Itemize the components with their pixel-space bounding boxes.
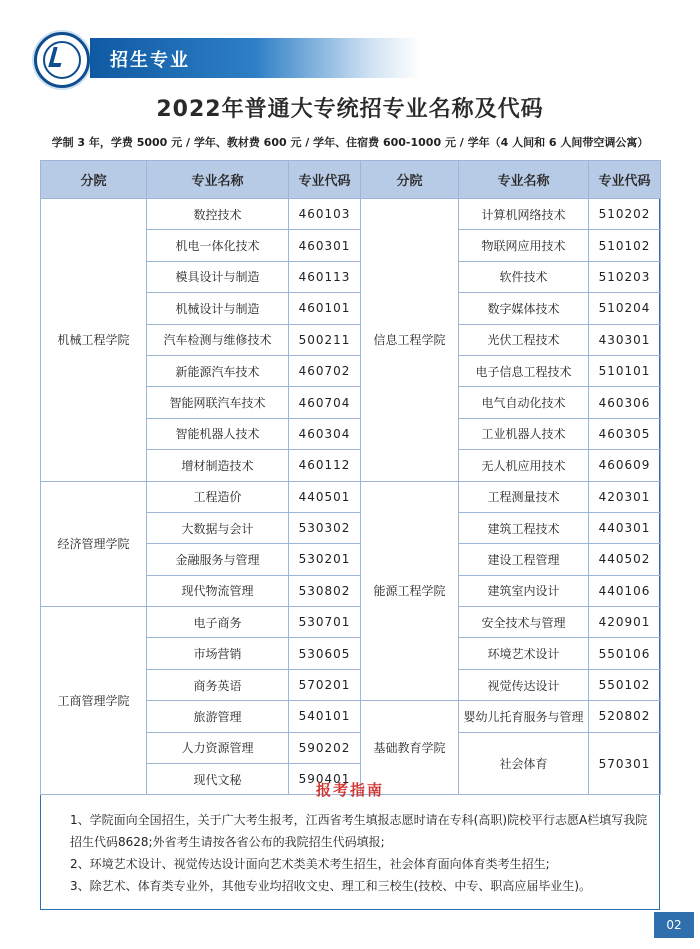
guide-title: 报考指南: [315, 781, 384, 799]
major-name-cell: 现代物流管理: [147, 575, 289, 606]
major-code-cell: 460305: [589, 418, 661, 449]
major-code-cell: 460704: [289, 387, 361, 418]
major-name-cell: 现代文秘: [147, 764, 289, 795]
college-cell-right: 信息工程学院: [361, 199, 459, 482]
major-code-cell: 460609: [589, 450, 661, 481]
major-code-cell: 460101: [289, 293, 361, 324]
page-number: 02: [654, 912, 694, 938]
major-code-cell: 460301: [289, 230, 361, 261]
major-code-cell: 520802: [589, 701, 661, 732]
major-name-cell: 安全技术与管理: [459, 607, 589, 638]
major-code-cell: 510204: [589, 293, 661, 324]
major-name-cell: 人力资源管理: [147, 732, 289, 763]
major-code-cell: 570201: [289, 669, 361, 700]
major-name-cell: 数字媒体技术: [459, 293, 589, 324]
major-code-cell: 550102: [589, 669, 661, 700]
major-code-cell: 430301: [589, 324, 661, 355]
page-title: 2022年普通大专统招专业名称及代码: [156, 97, 544, 122]
majors-table-body: [41, 199, 661, 795]
major-code-cell: 440301: [589, 512, 661, 543]
header-college-left: 分院: [41, 161, 147, 199]
major-code-cell: 460113: [289, 261, 361, 292]
major-name-cell: 增材制造技术: [147, 450, 289, 481]
college-cell-left: 机械工程学院: [41, 199, 147, 482]
major-code-cell: 440501: [289, 481, 361, 512]
major-name-cell: 机械设计与制造: [147, 293, 289, 324]
major-code-cell: 500211: [289, 324, 361, 355]
school-logo-icon: [34, 32, 90, 88]
major-name-cell: 旅游管理: [147, 701, 289, 732]
guide-item-1: 1、学院面向全国招生，关于广大考生报考，江西省考生填报志愿时请在专科(高职)院校平行志愿A栏填写我院招生代码8628;外省考生请按各省公布的我院招生代码填报;: [70, 813, 648, 849]
major-name-cell: 汽车检测与维修技术: [147, 324, 289, 355]
major-name-cell: 物联网应用技术: [459, 230, 589, 261]
major-name-cell: 电气自动化技术: [459, 387, 589, 418]
major-name-cell: 计算机网络技术: [459, 199, 589, 230]
tuition-subtitle: 学制 3 年，学费 5000 元 / 学年、教材费 600 元 / 学年、住宿费 600-1000 元 / 学年（4 人间和 6 人间带空调公寓）: [51, 136, 649, 149]
major-code-cell: 530701: [289, 607, 361, 638]
major-code-cell: 530302: [289, 512, 361, 543]
table-row: [41, 607, 661, 638]
major-code-cell: 440106: [589, 575, 661, 606]
major-code-cell: 590401: [289, 764, 361, 795]
major-code-cell: 510203: [589, 261, 661, 292]
major-code-cell: 570301: [589, 732, 661, 795]
major-code-cell: 460112: [289, 450, 361, 481]
college-cell-right: 基础教育学院: [361, 701, 459, 795]
guide-item-3: 3、除艺术、体育类专业外，其他专业均招收文史、理工和三校生(技校、中专、职高应届毕业生)。: [70, 879, 592, 893]
major-code-cell: 420901: [589, 607, 661, 638]
table-row: [41, 481, 661, 512]
major-code-cell: 530201: [289, 544, 361, 575]
major-code-cell: 510202: [589, 199, 661, 230]
major-name-cell: 建筑工程技术: [459, 512, 589, 543]
major-name-cell: 智能网联汽车技术: [147, 387, 289, 418]
major-name-cell: 新能源汽车技术: [147, 355, 289, 386]
major-name-cell: 电子信息工程技术: [459, 355, 589, 386]
major-name-cell: 工程造价: [147, 481, 289, 512]
major-name-cell: 社会体育: [459, 732, 589, 795]
major-name-cell: 大数据与会计: [147, 512, 289, 543]
major-name-cell: 工业机器人技术: [459, 418, 589, 449]
major-name-cell: 数控技术: [147, 199, 289, 230]
major-code-cell: 510101: [589, 355, 661, 386]
table-header-row: [41, 161, 661, 199]
section-banner: [90, 38, 420, 78]
major-code-cell: 540101: [289, 701, 361, 732]
header-code-right: 专业代码: [589, 161, 661, 199]
header-college-right: 分院: [361, 161, 459, 199]
college-cell-right: 能源工程学院: [361, 481, 459, 701]
major-name-cell: 婴幼儿托育服务与管理: [459, 701, 589, 732]
page-header: [0, 0, 700, 100]
header-code-left: 专业代码: [289, 161, 361, 199]
major-name-cell: 模具设计与制造: [147, 261, 289, 292]
major-name-cell: 光伏工程技术: [459, 324, 589, 355]
major-code-cell: 420301: [589, 481, 661, 512]
major-name-cell: 市场营销: [147, 638, 289, 669]
college-cell-left: 工商管理学院: [41, 607, 147, 795]
major-name-cell: 无人机应用技术: [459, 450, 589, 481]
major-name-cell: 建筑室内设计: [459, 575, 589, 606]
major-name-cell: 环境艺术设计: [459, 638, 589, 669]
major-code-cell: 590202: [289, 732, 361, 763]
majors-table: [40, 160, 661, 795]
major-name-cell: 软件技术: [459, 261, 589, 292]
major-code-cell: 510102: [589, 230, 661, 261]
major-code-cell: 460304: [289, 418, 361, 449]
major-code-cell: 550106: [589, 638, 661, 669]
major-name-cell: 机电一体化技术: [147, 230, 289, 261]
major-name-cell: 电子商务: [147, 607, 289, 638]
major-code-cell: 460702: [289, 355, 361, 386]
header-major-left: 专业名称: [147, 161, 289, 199]
college-cell-left: 经济管理学院: [41, 481, 147, 607]
major-name-cell: 工程测量技术: [459, 481, 589, 512]
major-name-cell: 金融服务与管理: [147, 544, 289, 575]
major-code-cell: 440502: [589, 544, 661, 575]
major-code-cell: 460306: [589, 387, 661, 418]
section-banner-label: 招生专业: [110, 50, 190, 71]
major-name-cell: 商务英语: [147, 669, 289, 700]
major-name-cell: 智能机器人技术: [147, 418, 289, 449]
major-name-cell: 视觉传达设计: [459, 669, 589, 700]
application-guide: [40, 765, 660, 910]
table-row: [41, 199, 661, 230]
guide-item-2: 2、环境艺术设计、视觉传达设计面向艺术类美术考生招生，社会体育面向体育类考生招生;: [70, 857, 550, 871]
major-code-cell: 530802: [289, 575, 361, 606]
header-major-right: 专业名称: [459, 161, 589, 199]
major-code-cell: 460103: [289, 199, 361, 230]
major-name-cell: 建设工程管理: [459, 544, 589, 575]
major-code-cell: 530605: [289, 638, 361, 669]
